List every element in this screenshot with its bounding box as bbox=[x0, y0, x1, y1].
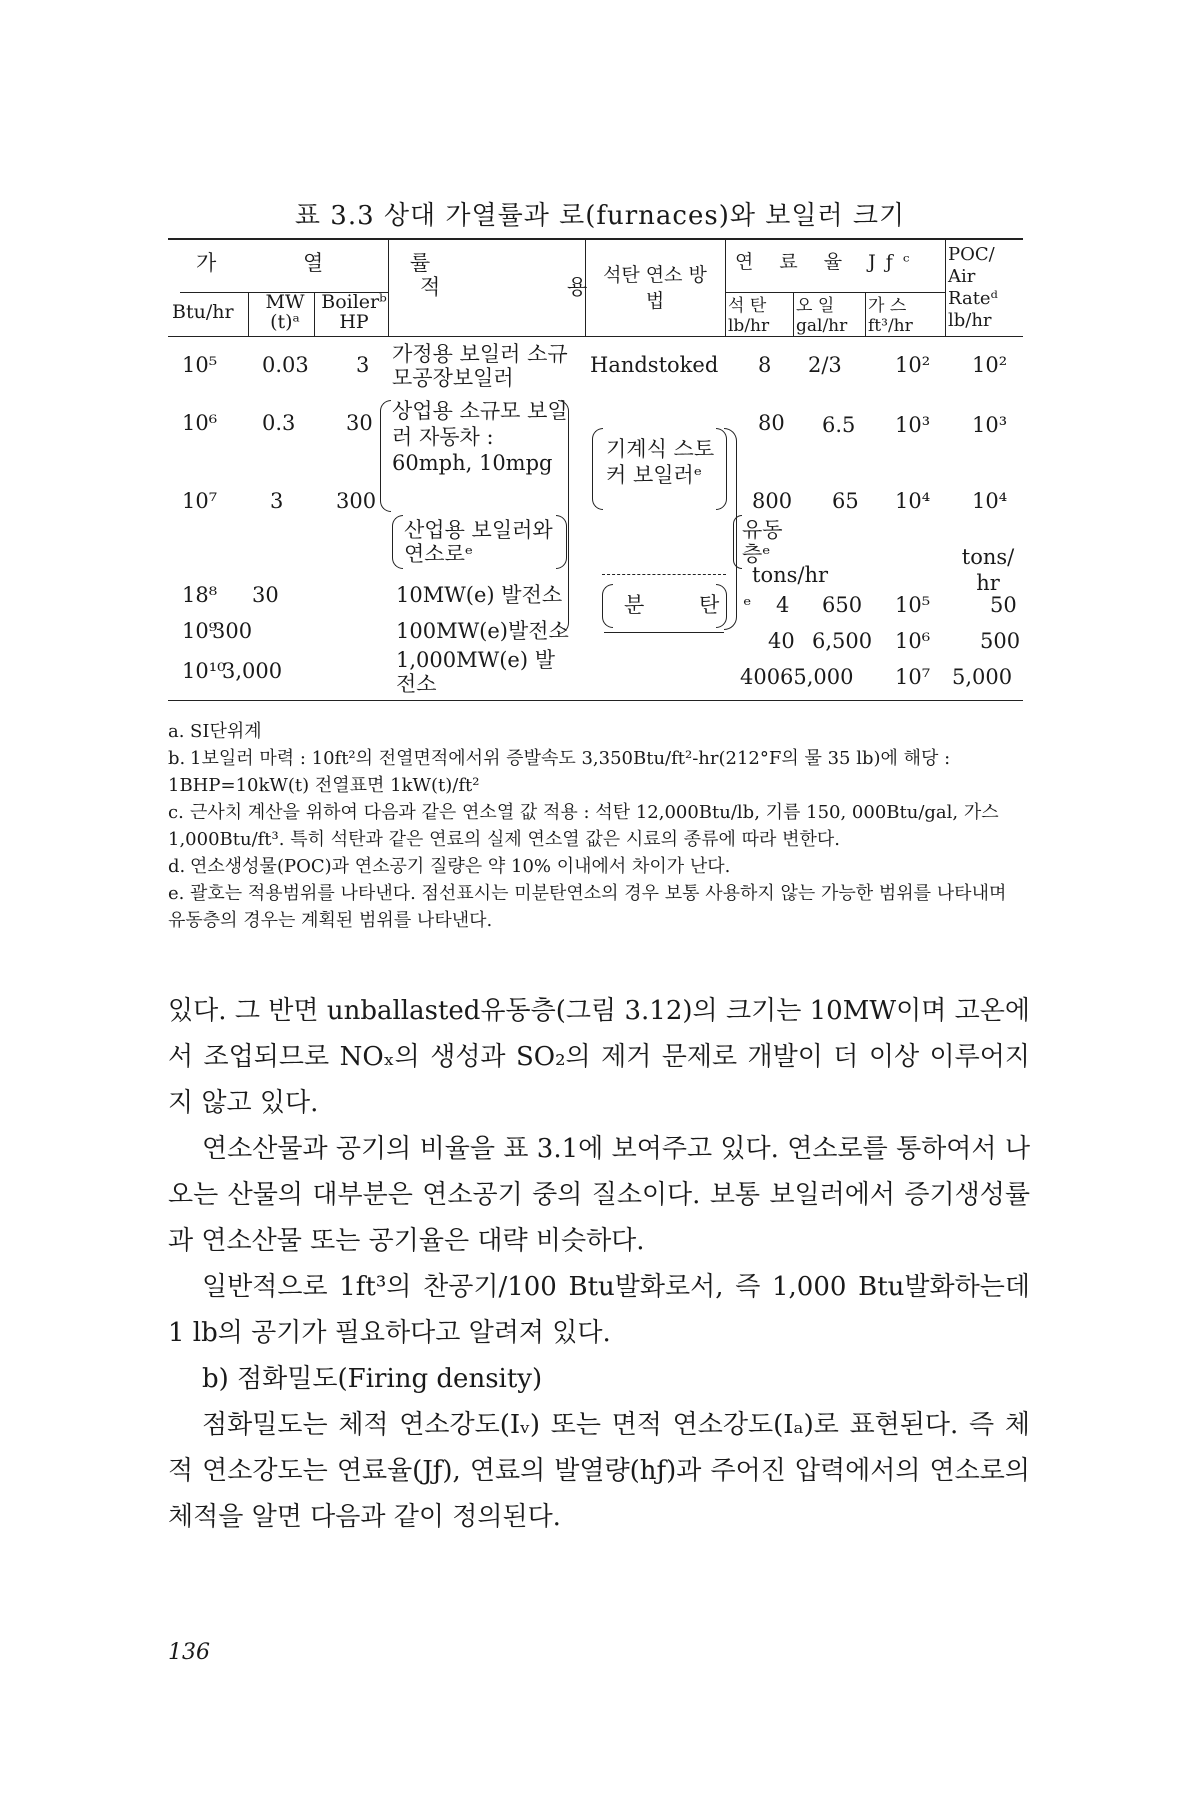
cell-coal: 800 bbox=[752, 489, 793, 513]
dashed-range-line bbox=[602, 574, 726, 575]
application-range-bracket bbox=[380, 400, 391, 512]
cell-hp: 300 bbox=[336, 489, 377, 513]
cell-oil: 65,000 bbox=[780, 665, 854, 689]
unit-tons-coal: tons/hr bbox=[752, 563, 829, 587]
cell-hp: 30 bbox=[346, 411, 373, 435]
cell-method: 기계식 스토커 보일러ᵉ bbox=[606, 437, 715, 487]
cell-mw: 3 bbox=[270, 489, 284, 513]
cell-method: 분 탄ᵉ bbox=[624, 593, 776, 617]
cell-coal: 400 bbox=[740, 665, 781, 689]
cell-application: 1,000MW(e) 발전소 bbox=[396, 648, 555, 696]
header-coal-unit: 석 탄 lb/hr bbox=[728, 296, 770, 336]
cell-method: 유동층ᵉ bbox=[742, 518, 783, 566]
table-caption: 표 3.3 상대 가열률과 로(furnaces)와 보일러 크기 bbox=[294, 201, 906, 231]
cell-mw: 300 bbox=[212, 619, 253, 643]
cell-mw: 0.3 bbox=[262, 411, 296, 435]
divider bbox=[865, 292, 866, 336]
header-heating-rate: 가 열 률 bbox=[196, 251, 471, 275]
unit-tons-poc: tons/ hr bbox=[961, 545, 1015, 595]
cell-hp: 3 bbox=[356, 353, 370, 377]
application-range-bracket bbox=[558, 400, 569, 634]
table-header-rule bbox=[168, 336, 1023, 337]
header-poc: POC/ Air Rateᵈ lb/hr bbox=[948, 244, 998, 331]
footnote-a bbox=[168, 718, 1028, 745]
cell-btu: 10¹⁰ bbox=[182, 659, 226, 683]
cell-oil: 2/3 bbox=[808, 353, 842, 377]
cell-application: 산업용 보일러와 연소로ᵉ bbox=[404, 518, 553, 566]
divider bbox=[945, 240, 946, 336]
divider bbox=[725, 240, 726, 336]
footnote-text: 근사치 계산을 위하여 다음과 같은 연소열 값 적용 : 석탄 12,000Btu/lb, 기름 150, 000Btu/gal, 가스 1,000Btu/ft³. 특히 석탄과 같은 연료의 실제 연소열 값은 시료의 종류에 따라 변한다. bbox=[168, 802, 999, 850]
header-gas-unit: 가 스 ft³/hr bbox=[868, 296, 913, 336]
cell-oil: 650 bbox=[822, 593, 863, 617]
application-range-bracket bbox=[392, 515, 403, 569]
cell-coal: 40 bbox=[768, 629, 795, 653]
footnote-label: b. bbox=[168, 748, 186, 769]
cell-poc: 500 bbox=[980, 629, 1021, 653]
table-footnotes bbox=[168, 718, 1028, 934]
cell-gas: 10⁵ bbox=[895, 593, 931, 617]
section-heading: b) 점화밀도(Firing density) bbox=[202, 1364, 543, 1394]
footnote-text: SI단위계 bbox=[190, 721, 262, 742]
cell-poc: 50 bbox=[990, 593, 1017, 617]
cell-mw: 30 bbox=[252, 583, 279, 607]
body-paragraph: 있다. 그 반면 unballasted유동층(그림 3.12)의 크기는 10MW이며 고온에서 조업되므로 NOₓ의 생성과 SO₂의 제거 문제로 개발이 더 이상 이루어지지 않고 있다. bbox=[168, 996, 1030, 1118]
cell-method: Handstoked bbox=[590, 353, 719, 377]
table-top-rule bbox=[168, 238, 1023, 240]
footnote-text: 괄호는 적용범위를 나타낸다. 점선표시는 미분탄연소의 경우 보통 사용하지 않는 가능한 범위를 나타내며 유동층의 경우는 계획된 범위를 나타낸다. bbox=[168, 883, 1007, 931]
method-range-bracket bbox=[602, 584, 613, 628]
cell-btu: 10⁹ bbox=[182, 619, 218, 643]
cell-poc: 10⁴ bbox=[972, 489, 1008, 513]
cell-poc: 10³ bbox=[972, 413, 1008, 437]
body-text bbox=[168, 988, 1030, 1540]
footnote-label: d. bbox=[168, 856, 186, 877]
cell-btu: 10⁶ bbox=[182, 411, 218, 435]
footnote-label: a. bbox=[168, 721, 185, 742]
cell-mw: 3,000 bbox=[222, 659, 283, 683]
header-application: 적 용 bbox=[420, 275, 648, 299]
footnote-text: 1보일러 마력 : 10ft²의 전열면적에서위 증발속도 3,350Btu/ft²-hr(212°F의 물 35 lb)에 해당 : 1BHP=10kW(t) 전열표면 1kW(t)/ft² bbox=[168, 748, 951, 796]
cell-gas: 10² bbox=[895, 353, 931, 377]
cell-gas: 10⁷ bbox=[895, 665, 931, 689]
header-mw: MW (t)ᵃ bbox=[265, 291, 305, 333]
cell-gas: 10³ bbox=[895, 413, 931, 437]
cell-mw: 0.03 bbox=[262, 353, 309, 377]
footnote-text: 연소생성물(POC)과 연소공기 질량은 약 10% 이내에서 차이가 난다. bbox=[190, 856, 731, 877]
divider bbox=[248, 292, 249, 336]
cell-coal: 4 bbox=[776, 593, 790, 617]
cell-poc: 10² bbox=[972, 353, 1008, 377]
cell-btu: 18⁸ bbox=[182, 583, 218, 607]
cell-gas: 10⁶ bbox=[895, 629, 931, 653]
cell-application: 가정용 보일러 소규모공장보일러 bbox=[392, 342, 568, 390]
footnote-c bbox=[168, 799, 1028, 853]
header-oil-unit: 오 일 gal/hr bbox=[796, 296, 848, 336]
body-paragraph: 일반적으로 1ft³의 찬공기/100 Btu발화로서, 즉 1,000 Btu발화하는데 1 lb의 공기가 필요하다고 알려져 있다. bbox=[168, 1272, 1030, 1348]
fluidized-range-bracket bbox=[724, 428, 737, 630]
body-paragraph: 연소산물과 공기의 비율을 표 3.1에 보여주고 있다. 연소로를 통하여서 나오는 산물의 대부분은 연소공기 중의 질소이다. 보통 보일러에서 증기생성률과 연소산물 또는 공기율은 대략 비슷하다. bbox=[168, 1134, 1030, 1256]
footnote-b bbox=[168, 745, 1028, 799]
cell-application: 상업용 소규모 보일러 자동차 : 60mph, 10mpg bbox=[392, 399, 568, 475]
footnote-e bbox=[168, 880, 1028, 934]
cell-oil: 6.5 bbox=[822, 413, 856, 437]
body-paragraph: 점화밀도는 체적 연소강도(Iᵥ) 또는 면적 연소강도(Iₐ)로 표현된다. 즉 체적 연소강도는 연료율(Jƒ), 연료의 발열량(hƒ)과 주어진 압력에서의 연소로의 체적을 알면 다음과 같이 정의된다. bbox=[168, 1410, 1030, 1532]
page-number: 136 bbox=[168, 1640, 210, 1665]
cell-oil: 6,500 bbox=[812, 629, 873, 653]
header-btu: Btu/hr bbox=[172, 301, 234, 323]
table-bottom-rule bbox=[168, 700, 1023, 701]
divider bbox=[725, 292, 945, 293]
cell-coal: 80 bbox=[758, 411, 785, 435]
cell-btu: 10⁵ bbox=[182, 353, 218, 377]
cell-oil: 65 bbox=[832, 489, 859, 513]
header-fuel-rate: 연 료 율 Jƒᶜ bbox=[735, 251, 920, 273]
cell-application: 10MW(e) 발전소 bbox=[396, 583, 563, 607]
footnote-label: e. bbox=[168, 883, 185, 904]
cell-coal: 8 bbox=[758, 353, 772, 377]
cell-application: 100MW(e)발전소 bbox=[396, 619, 569, 643]
header-coal-method: 석탄 연소 방 법 bbox=[603, 264, 707, 312]
footnote-d bbox=[168, 853, 1028, 880]
cell-gas: 10⁴ bbox=[895, 489, 931, 513]
header-boiler-hp: Boilerᵇ HP bbox=[321, 291, 387, 333]
footnote-label: c. bbox=[168, 802, 184, 823]
divider bbox=[314, 292, 315, 336]
method-range-bracket bbox=[592, 428, 603, 510]
cell-btu: 10⁷ bbox=[182, 489, 218, 513]
dashed-range-line bbox=[604, 632, 724, 633]
cell-poc: 5,000 bbox=[952, 665, 1013, 689]
